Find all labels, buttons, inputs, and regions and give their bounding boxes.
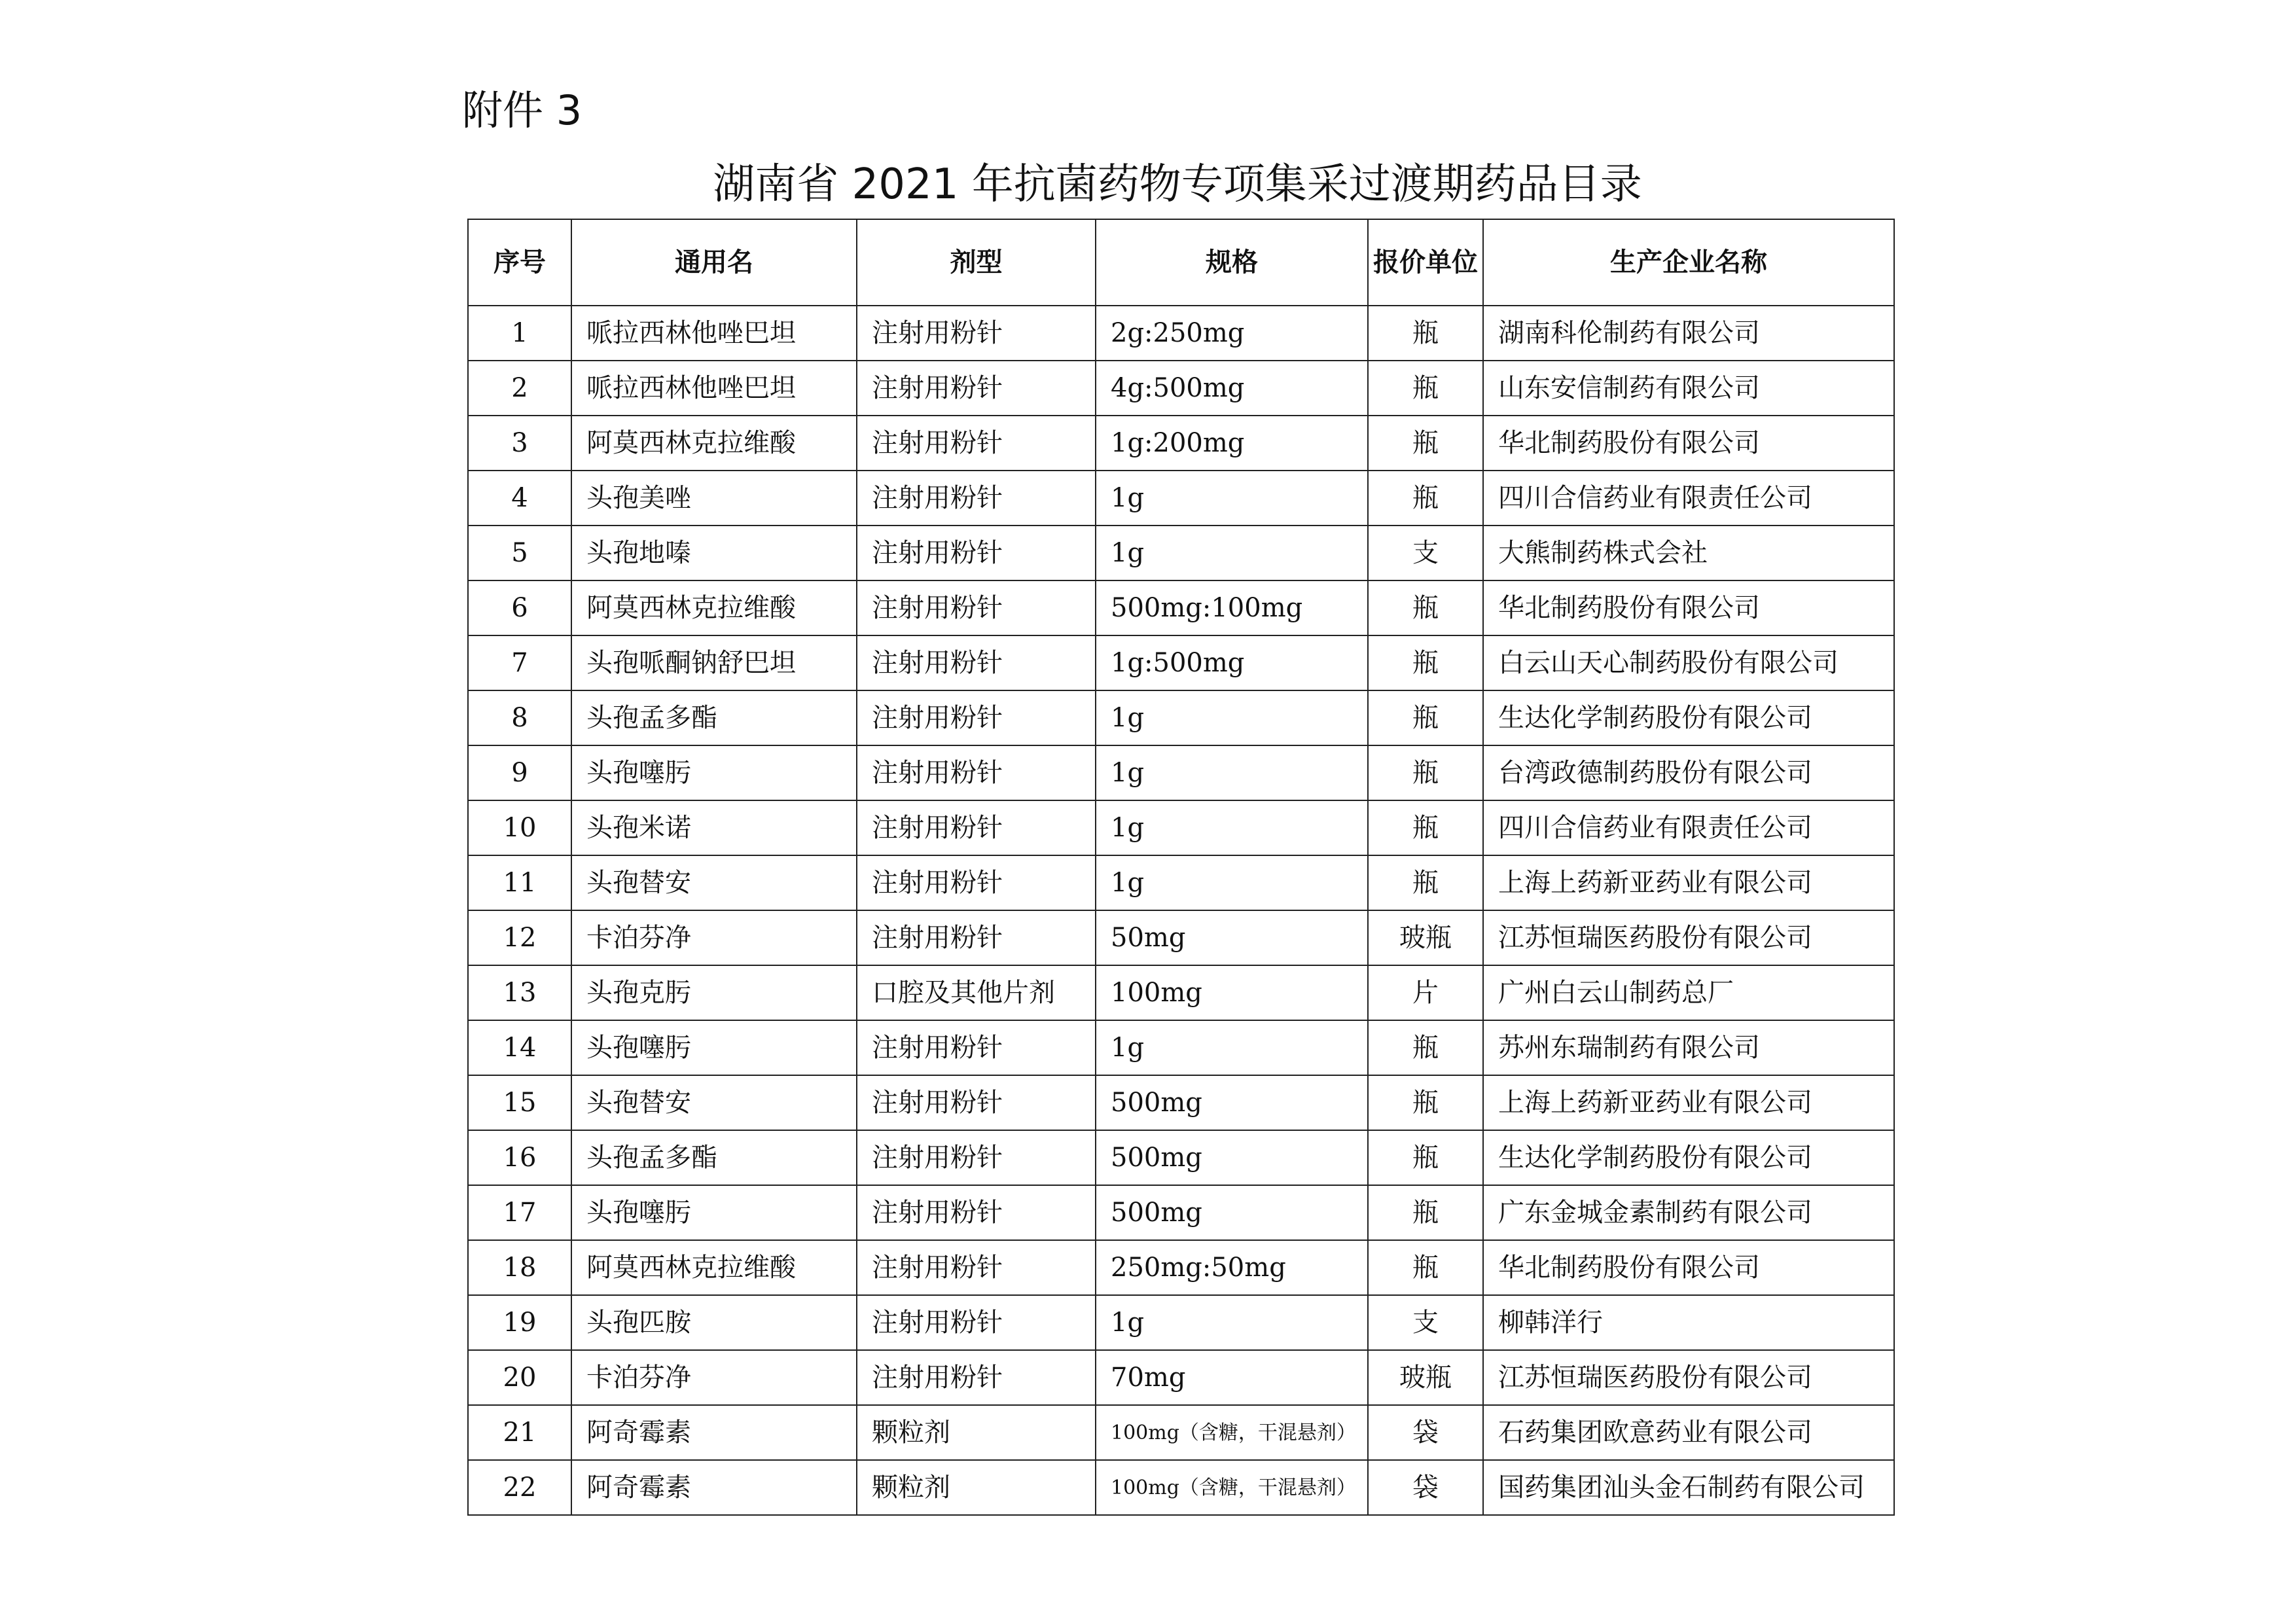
manufacturer: 山东安信制药有限公司 xyxy=(1483,361,1894,416)
column-header-index: 序号 xyxy=(468,219,571,306)
row-index: 1 xyxy=(468,306,571,361)
generic-name: 头孢米诺 xyxy=(571,800,857,855)
row-index: 22 xyxy=(468,1460,571,1515)
dosage-form: 注射用粉针 xyxy=(857,910,1096,965)
table-row xyxy=(468,690,1894,745)
row-index: 20 xyxy=(468,1350,571,1405)
spec: 1g:200mg xyxy=(1096,416,1368,471)
dosage-form: 注射用粉针 xyxy=(857,1295,1096,1350)
manufacturer: 广州白云山制药总厂 xyxy=(1483,965,1894,1020)
spec: 500mg:100mg xyxy=(1096,580,1368,635)
table-row xyxy=(468,1295,1894,1350)
unit: 玻瓶 xyxy=(1368,910,1483,965)
dosage-form: 注射用粉针 xyxy=(857,1130,1096,1185)
row-index: 4 xyxy=(468,471,571,526)
unit: 瓶 xyxy=(1368,416,1483,471)
dosage-form: 注射用粉针 xyxy=(857,635,1096,690)
unit: 支 xyxy=(1368,1295,1483,1350)
dosage-form: 注射用粉针 xyxy=(857,1240,1096,1295)
spec: 50mg xyxy=(1096,910,1368,965)
row-index: 12 xyxy=(468,910,571,965)
dosage-form: 注射用粉针 xyxy=(857,580,1096,635)
row-index: 19 xyxy=(468,1295,571,1350)
attachment-label: 附件 3 xyxy=(462,86,583,134)
generic-name: 头孢噻肟 xyxy=(571,745,857,800)
table-row xyxy=(468,306,1894,361)
spec: 100mg（含糖，干混悬剂） xyxy=(1096,1460,1368,1515)
row-index: 3 xyxy=(468,416,571,471)
unit: 瓶 xyxy=(1368,690,1483,745)
manufacturer: 大熊制药株式会社 xyxy=(1483,526,1894,580)
table-row xyxy=(468,1075,1894,1130)
row-index: 2 xyxy=(468,361,571,416)
table-row xyxy=(468,1405,1894,1460)
generic-name: 头孢孟多酯 xyxy=(571,1130,857,1185)
row-index: 14 xyxy=(468,1020,571,1075)
row-index: 8 xyxy=(468,690,571,745)
dosage-form: 口腔及其他片剂 xyxy=(857,965,1096,1020)
spec: 250mg:50mg xyxy=(1096,1240,1368,1295)
table-row xyxy=(468,800,1894,855)
manufacturer: 江苏恒瑞医药股份有限公司 xyxy=(1483,910,1894,965)
generic-name: 头孢克肟 xyxy=(571,965,857,1020)
row-index: 6 xyxy=(468,580,571,635)
spec: 1g xyxy=(1096,690,1368,745)
table-row xyxy=(468,745,1894,800)
manufacturer: 江苏恒瑞医药股份有限公司 xyxy=(1483,1350,1894,1405)
row-index: 5 xyxy=(468,526,571,580)
manufacturer: 华北制药股份有限公司 xyxy=(1483,416,1894,471)
document-title: 湖南省 2021 年抗菌药物专项集采过渡期药品目录 xyxy=(713,160,1642,209)
generic-name: 头孢哌酮钠舒巴坦 xyxy=(571,635,857,690)
manufacturer: 生达化学制药股份有限公司 xyxy=(1483,690,1894,745)
row-index: 9 xyxy=(468,745,571,800)
generic-name: 哌拉西林他唑巴坦 xyxy=(571,306,857,361)
table-row xyxy=(468,1185,1894,1240)
dosage-form: 注射用粉针 xyxy=(857,800,1096,855)
spec: 4g:500mg xyxy=(1096,361,1368,416)
generic-name: 头孢匹胺 xyxy=(571,1295,857,1350)
spec: 100mg（含糖，干混悬剂） xyxy=(1096,1405,1368,1460)
unit: 瓶 xyxy=(1368,471,1483,526)
generic-name: 头孢地嗪 xyxy=(571,526,857,580)
dosage-form: 注射用粉针 xyxy=(857,855,1096,910)
table-row xyxy=(468,1350,1894,1405)
manufacturer: 白云山天心制药股份有限公司 xyxy=(1483,635,1894,690)
manufacturer: 上海上药新亚药业有限公司 xyxy=(1483,855,1894,910)
generic-name: 卡泊芬净 xyxy=(571,910,857,965)
manufacturer: 湖南科伦制药有限公司 xyxy=(1483,306,1894,361)
unit: 瓶 xyxy=(1368,361,1483,416)
table-header-row xyxy=(468,219,1894,306)
row-index: 10 xyxy=(468,800,571,855)
manufacturer: 台湾政德制药股份有限公司 xyxy=(1483,745,1894,800)
generic-name: 阿莫西林克拉维酸 xyxy=(571,580,857,635)
table-row xyxy=(468,361,1894,416)
column-header-dosage-form: 剂型 xyxy=(857,219,1096,306)
unit: 瓶 xyxy=(1368,1240,1483,1295)
table-row xyxy=(468,1020,1894,1075)
table-row xyxy=(468,965,1894,1020)
manufacturer: 苏州东瑞制药有限公司 xyxy=(1483,1020,1894,1075)
generic-name: 卡泊芬净 xyxy=(571,1350,857,1405)
row-index: 21 xyxy=(468,1405,571,1460)
dosage-form: 注射用粉针 xyxy=(857,1020,1096,1075)
generic-name: 哌拉西林他唑巴坦 xyxy=(571,361,857,416)
spec: 500mg xyxy=(1096,1075,1368,1130)
unit: 瓶 xyxy=(1368,800,1483,855)
spec: 100mg xyxy=(1096,965,1368,1020)
manufacturer: 国药集团汕头金石制药有限公司 xyxy=(1483,1460,1894,1515)
unit: 袋 xyxy=(1368,1405,1483,1460)
generic-name: 阿莫西林克拉维酸 xyxy=(571,416,857,471)
column-header-generic-name: 通用名 xyxy=(571,219,857,306)
unit: 支 xyxy=(1368,526,1483,580)
table-row xyxy=(468,471,1894,526)
manufacturer: 生达化学制药股份有限公司 xyxy=(1483,1130,1894,1185)
generic-name: 阿莫西林克拉维酸 xyxy=(571,1240,857,1295)
unit: 袋 xyxy=(1368,1460,1483,1515)
table-row xyxy=(468,855,1894,910)
unit: 瓶 xyxy=(1368,306,1483,361)
column-header-manufacturer: 生产企业名称 xyxy=(1483,219,1894,306)
generic-name: 头孢替安 xyxy=(571,1075,857,1130)
spec: 2g:250mg xyxy=(1096,306,1368,361)
drug-catalog-table xyxy=(467,219,1895,1516)
dosage-form: 颗粒剂 xyxy=(857,1460,1096,1515)
manufacturer: 广东金城金素制药有限公司 xyxy=(1483,1185,1894,1240)
spec: 1g xyxy=(1096,745,1368,800)
spec: 1g xyxy=(1096,471,1368,526)
manufacturer: 四川合信药业有限责任公司 xyxy=(1483,471,1894,526)
generic-name: 阿奇霉素 xyxy=(571,1460,857,1515)
generic-name: 头孢替安 xyxy=(571,855,857,910)
dosage-form: 注射用粉针 xyxy=(857,526,1096,580)
dosage-form: 颗粒剂 xyxy=(857,1405,1096,1460)
dosage-form: 注射用粉针 xyxy=(857,1350,1096,1405)
dosage-form: 注射用粉针 xyxy=(857,1075,1096,1130)
generic-name: 头孢噻肟 xyxy=(571,1185,857,1240)
spec: 1g xyxy=(1096,526,1368,580)
spec: 500mg xyxy=(1096,1185,1368,1240)
table-row xyxy=(468,910,1894,965)
manufacturer: 四川合信药业有限责任公司 xyxy=(1483,800,1894,855)
spec: 70mg xyxy=(1096,1350,1368,1405)
unit: 瓶 xyxy=(1368,1020,1483,1075)
spec: 1g xyxy=(1096,800,1368,855)
dosage-form: 注射用粉针 xyxy=(857,361,1096,416)
unit: 瓶 xyxy=(1368,580,1483,635)
spec: 1g xyxy=(1096,855,1368,910)
manufacturer: 柳韩洋行 xyxy=(1483,1295,1894,1350)
manufacturer: 华北制药股份有限公司 xyxy=(1483,1240,1894,1295)
generic-name: 阿奇霉素 xyxy=(571,1405,857,1460)
manufacturer: 华北制药股份有限公司 xyxy=(1483,580,1894,635)
table-row xyxy=(468,416,1894,471)
table-row xyxy=(468,1460,1894,1515)
spec: 1g xyxy=(1096,1020,1368,1075)
row-index: 15 xyxy=(468,1075,571,1130)
dosage-form: 注射用粉针 xyxy=(857,1185,1096,1240)
dosage-form: 注射用粉针 xyxy=(857,471,1096,526)
column-header-unit: 报价单位 xyxy=(1368,219,1483,306)
column-header-spec: 规格 xyxy=(1096,219,1368,306)
dosage-form: 注射用粉针 xyxy=(857,745,1096,800)
unit: 瓶 xyxy=(1368,855,1483,910)
unit: 瓶 xyxy=(1368,1075,1483,1130)
table-row xyxy=(468,635,1894,690)
table-row xyxy=(468,1240,1894,1295)
row-index: 16 xyxy=(468,1130,571,1185)
unit: 片 xyxy=(1368,965,1483,1020)
row-index: 17 xyxy=(468,1185,571,1240)
row-index: 11 xyxy=(468,855,571,910)
table-row xyxy=(468,1130,1894,1185)
row-index: 18 xyxy=(468,1240,571,1295)
manufacturer: 石药集团欧意药业有限公司 xyxy=(1483,1405,1894,1460)
dosage-form: 注射用粉针 xyxy=(857,416,1096,471)
generic-name: 头孢美唑 xyxy=(571,471,857,526)
spec: 500mg xyxy=(1096,1130,1368,1185)
dosage-form: 注射用粉针 xyxy=(857,690,1096,745)
generic-name: 头孢噻肟 xyxy=(571,1020,857,1075)
row-index: 7 xyxy=(468,635,571,690)
row-index: 13 xyxy=(468,965,571,1020)
unit: 瓶 xyxy=(1368,635,1483,690)
generic-name: 头孢孟多酯 xyxy=(571,690,857,745)
dosage-form: 注射用粉针 xyxy=(857,306,1096,361)
table-row xyxy=(468,526,1894,580)
manufacturer: 上海上药新亚药业有限公司 xyxy=(1483,1075,1894,1130)
unit: 玻瓶 xyxy=(1368,1350,1483,1405)
unit: 瓶 xyxy=(1368,1185,1483,1240)
unit: 瓶 xyxy=(1368,1130,1483,1185)
table-row xyxy=(468,580,1894,635)
spec: 1g:500mg xyxy=(1096,635,1368,690)
unit: 瓶 xyxy=(1368,745,1483,800)
spec: 1g xyxy=(1096,1295,1368,1350)
